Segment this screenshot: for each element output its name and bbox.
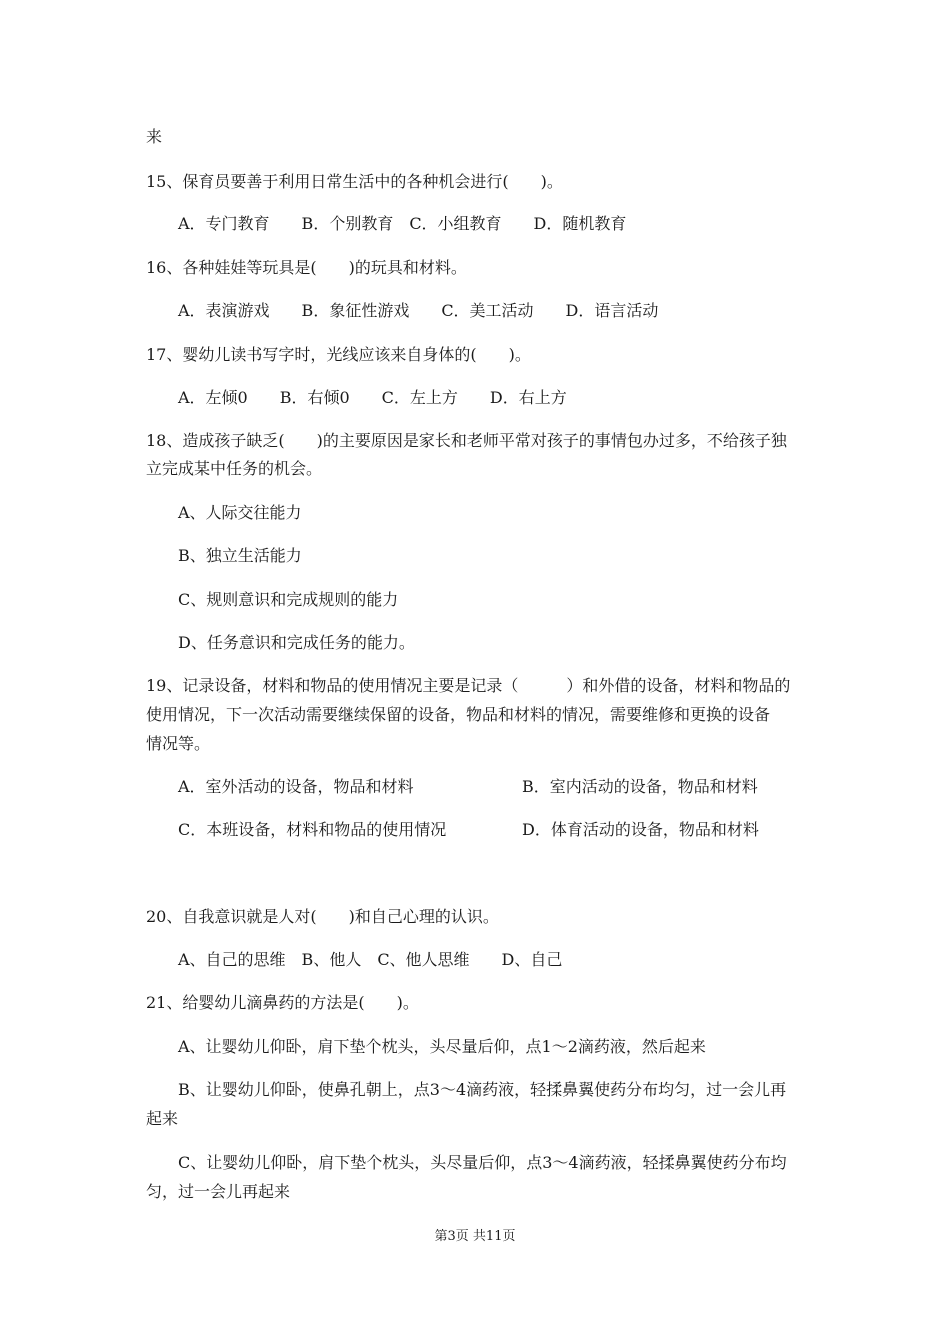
question-21-option-c-line1: C、让婴幼儿仰卧，肩下垫个枕头，头尽量后仰，点3～4滴药液，轻揉鼻翼使药分布均 [178,1153,787,1172]
question-15-stem: 15、保育员要善于利用日常生活中的各种机会进行( )。 [146,172,563,191]
question-17-stem: 17、婴幼儿读书写字时，光线应该来自身体的( )。 [146,345,531,364]
question-21-option-a: A、让婴幼儿仰卧，肩下垫个枕头，头尽量后仰，点1～2滴药液，然后起来 [178,1037,706,1056]
question-21-option-b-line1: B、让婴幼儿仰卧，使鼻孔朝上，点3～4滴药液，轻揉鼻翼使药分布均匀，过一会儿再 [178,1080,787,1099]
question-18-option-b: B、独立生活能力 [178,546,302,565]
question-20-stem: 20、自我意识就是人对( )和自己心理的认识。 [146,907,499,926]
continuation-text: 来 [146,127,163,146]
question-19-option-c: C．本班设备，材料和物品的使用情况 [178,820,447,839]
question-21-option-c-line2: 匀，过一会儿再起来 [146,1182,291,1201]
question-18-option-a: A、人际交往能力 [178,503,302,522]
question-18-option-c: C、规则意识和完成规则的能力 [178,590,399,609]
question-19-stem-line2: 使用情况，下一次活动需要继续保留的设备，物品和材料的情况，需要维修和更换的设备 [146,705,771,724]
question-19-stem-line1: 19、记录设备，材料和物品的使用情况主要是记录（ ）和外借的设备，材料和物品的 [146,676,791,695]
question-21-option-b-line2: 起来 [146,1109,179,1128]
question-16-stem: 16、各种娃娃等玩具是( )的玩具和材料。 [146,258,467,277]
question-19-stem-line3: 情况等。 [146,734,211,753]
question-21-stem: 21、给婴幼儿滴鼻药的方法是( )。 [146,993,419,1012]
question-19-option-b: B．室内活动的设备，物品和材料 [522,777,758,796]
question-18-stem-line2: 立完成某中任务的机会。 [146,459,323,478]
question-19-option-d: D．体育活动的设备，物品和材料 [522,820,759,839]
question-18-stem-line1: 18、造成孩子缺乏( )的主要原因是家长和老师平常对孩子的事情包办过多，不给孩子独 [146,431,787,450]
question-16-options: A．表演游戏 B．象征性游戏 C．美工活动 D．语言活动 [178,301,659,320]
question-15-options: A．专门教育 B．个别教育 C．小组教育 D．随机教育 [178,214,627,233]
question-19-option-a: A．室外活动的设备，物品和材料 [178,777,414,796]
question-20-options: A、自己的思维 B、他人 C、他人思维 D、自己 [178,950,563,969]
question-18-option-d: D、任务意识和完成任务的能力。 [178,633,415,652]
question-17-options: A．左倾0 B．右倾0 C．左上方 D．右上方 [178,388,567,407]
page-number-footer: 第3页 共11页 [434,1229,516,1244]
